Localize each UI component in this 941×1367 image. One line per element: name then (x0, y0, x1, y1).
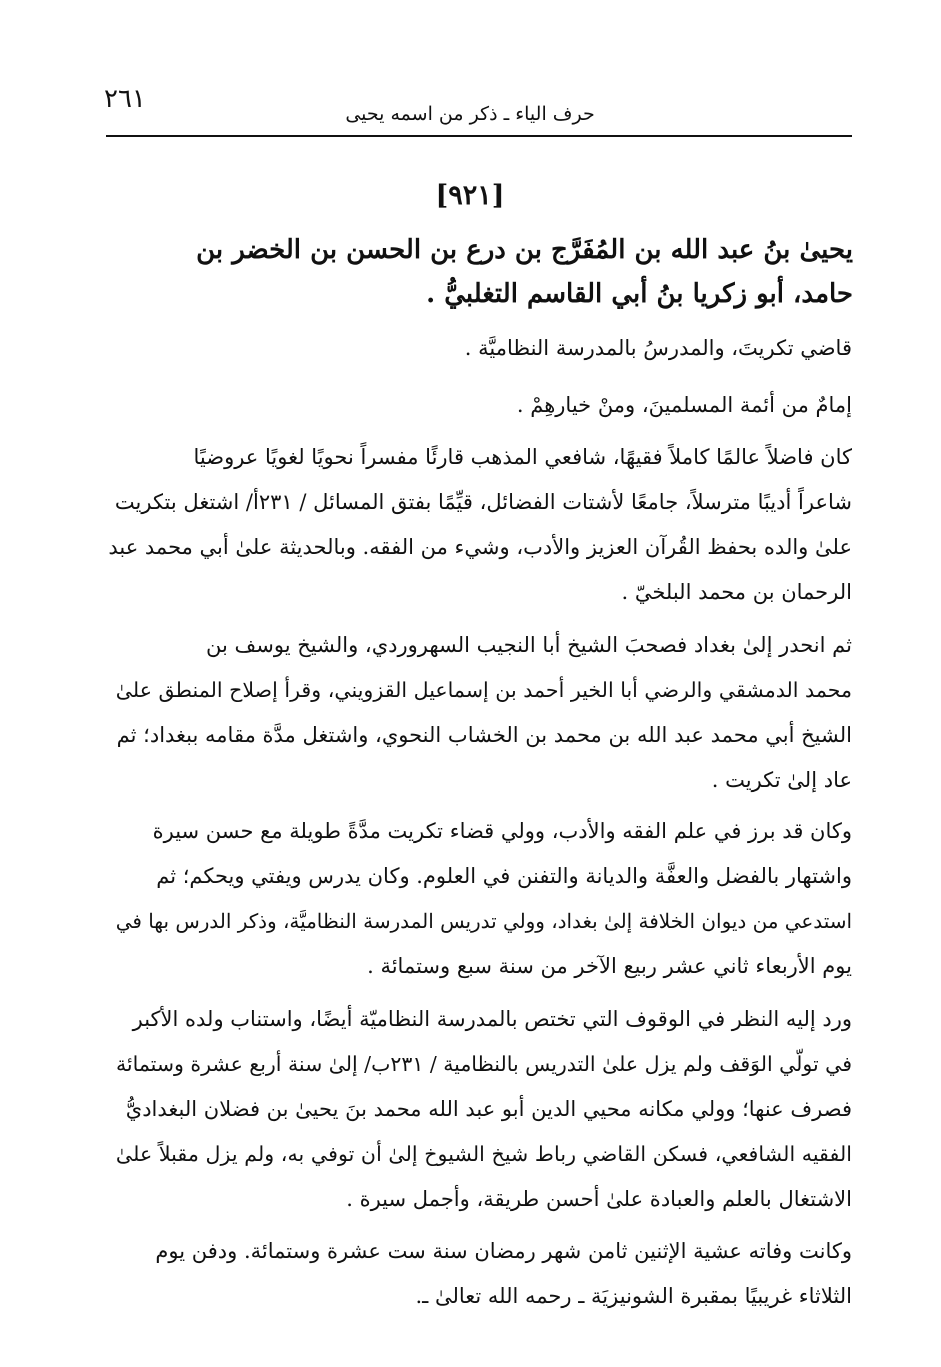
text-line: واشتهار بالفضل والعفَّة والديانة والتفنن في العلوم. وكان يدرس ويفتي ويحكم؛ ثم (156, 864, 852, 888)
paragraph-judgeship (108, 809, 852, 989)
header-rule (106, 135, 852, 137)
running-header: حرف الياء ـ ذكر من اسمه يحيى (345, 103, 595, 125)
paragraph-description (108, 383, 852, 428)
entry-title-line: حامد، أبو زكريا بنُ أبي القاسم التغلبيُّ . (426, 279, 853, 309)
paragraph-office (108, 326, 852, 371)
text-line: ورد إليه النظر في الوقوف التي تختص بالمدرسة النظاميّة أيضًا، واستناب ولده الأكبر (132, 1007, 852, 1031)
entry-title-line: يحيىٰ بنُ عبد الله بن المُفَرَّج بن درع بن الحسن بن الخضر بن (196, 235, 853, 265)
text-line: محمد الدمشقي والرضي أبا الخير أحمد بن إسماعيل القزويني، وقرأ إصلاح المنطق علىٰ (115, 678, 852, 702)
text-line: إمامٌ من أئمة المسلمينَ، ومنْ خيارهِمْ . (516, 393, 852, 417)
text-line: في تولّي الوَقف ولم يزل علىٰ التدريس بالنظامية / ٢٣١ب/ إلىٰ سنة أربع عشرة وستمائة (115, 1052, 852, 1076)
text-line: الاشتغال بالعلم والعبادة علىٰ أحسن طريقة، وأجمل سيرة . (346, 1187, 852, 1211)
entry-title (108, 228, 853, 316)
paragraph-qualities (108, 435, 852, 615)
text-line: يوم الأربعاء ثاني عشر ربيع الآخر من سنة سبع وستمائة . (367, 954, 852, 978)
text-line: فصرف عنها؛ وولي مكانه محيي الدين أبو عبد الله محمد بنَ يحيىٰ بن فضلان البغداديُّ (125, 1097, 852, 1121)
page-number: ٢٦١ (104, 84, 146, 114)
text-line: الرحمان بن محمد البلخيّ . (621, 580, 852, 604)
text-line: وكان قد برز في علم الفقه والأدب، وولي قضاء تكريت مدَّةً طويلة مع حسن سيرة (152, 819, 852, 843)
text-line: الثلاثاء غريبيًا بمقبرة الشونيزيَة ـ رحمه الله تعالىٰ ـ. (415, 1284, 852, 1308)
text-line: استدعي من ديوان الخلافة إلىٰ بغداد، وولي تدريس المدرسة النظاميَّة، وذكر الدرس بها في (115, 910, 852, 933)
text-line: ثم انحدر إلىٰ بغداد فصحبَ الشيخ أبا النجيب السهروردي، والشيخ يوسف بن (206, 633, 852, 657)
text-line: علىٰ والده بحفظ القُرآن العزيز والأدب، وشيء من الفقه. وبالحديثة علىٰ أبي محمد عبد (108, 535, 852, 559)
text-line: الفقيه الشافعي، فسكن القاضي رباط شيخ الشيوخ إلىٰ أن توفي به، ولم يزل مقبلاً علىٰ (115, 1142, 852, 1166)
paragraph-waqf (108, 997, 852, 1222)
paragraph-death (108, 1229, 852, 1319)
text-line: الشيخ أبي محمد عبد الله بن محمد بن الخشاب النحوي، واشتغل مدَّة مقامه ببغداد؛ ثم (116, 723, 852, 747)
text-line: قاضي تكريتَ، والمدرسُ بالمدرسة النظاميَّة . (464, 336, 852, 360)
text-line: كان فاضلاً عالمًا كاملاً فقيهًا، شافعي المذهب قارئًا مفسراً نحويًا لغويًا عروضيًا (193, 445, 852, 469)
text-line: شاعراً أديبًا مترسلاً، جامعًا لأشتات الفضائل، قيِّمًا بفتق المسائل / ٢٣١أ/ اشتغل بتكريت (114, 490, 852, 514)
text-line: وكانت وفاته عشية الإثنين ثامن شهر رمضان سنة ست عشرة وستمائة. ودفن يوم (155, 1239, 852, 1263)
text-line: عاد إلىٰ تكريت . (711, 768, 852, 792)
paragraph-baghdad-study (108, 623, 852, 803)
entry-number: [٩٢١] (435, 180, 505, 211)
